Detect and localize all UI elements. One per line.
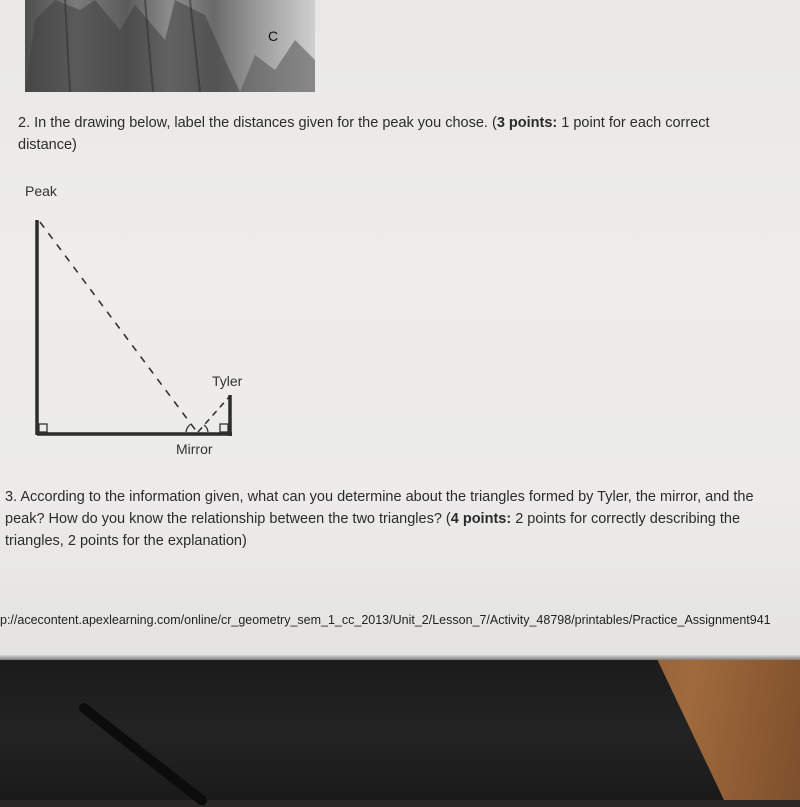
peak-label: Peak bbox=[25, 183, 57, 199]
question-3 bbox=[5, 486, 785, 552]
mirror-label: Mirror bbox=[176, 441, 213, 457]
question-2-points: 3 points: bbox=[496, 115, 558, 131]
question-2 bbox=[18, 112, 758, 156]
peak-to-mirror-ray bbox=[40, 222, 197, 432]
question-2-points-detail: 1 point for each correct distance) bbox=[18, 115, 710, 153]
photo-label-c: C bbox=[268, 28, 279, 44]
question-3-points-detail: 2 points for correctly describing the triangles, 2 points for the explanation) bbox=[5, 511, 741, 549]
mirror-angle-arc-left bbox=[186, 424, 191, 432]
question-3-points: 4 points: bbox=[450, 511, 512, 527]
triangle-diagram bbox=[0, 170, 300, 470]
mountain-photo bbox=[25, 0, 315, 92]
tyler-label: Tyler bbox=[212, 373, 243, 389]
question-3-text: 3. According to the information given, what can you determine about the triangles formed by Tyler, the mirror, and the peak? How do you know the relationship between the two triangles? ( bbox=[5, 489, 754, 527]
peak-right-angle-mark bbox=[39, 424, 47, 432]
print-footer-url: p://acecontent.apexlearning.com/online/cr_geometry_sem_1_cc_2013/Unit_2/Lesson_7/Activity_48798/printables/Practice_Assignment941 bbox=[0, 613, 771, 627]
tyler-right-angle-mark bbox=[220, 424, 228, 432]
question-2-text: 2. In the drawing below, label the distances given for the peak you chose. ( bbox=[18, 115, 497, 131]
mirror-to-tyler-ray bbox=[198, 397, 229, 432]
mirror-angle-arc-right bbox=[204, 425, 208, 432]
mountain-rocks-image bbox=[25, 0, 315, 92]
